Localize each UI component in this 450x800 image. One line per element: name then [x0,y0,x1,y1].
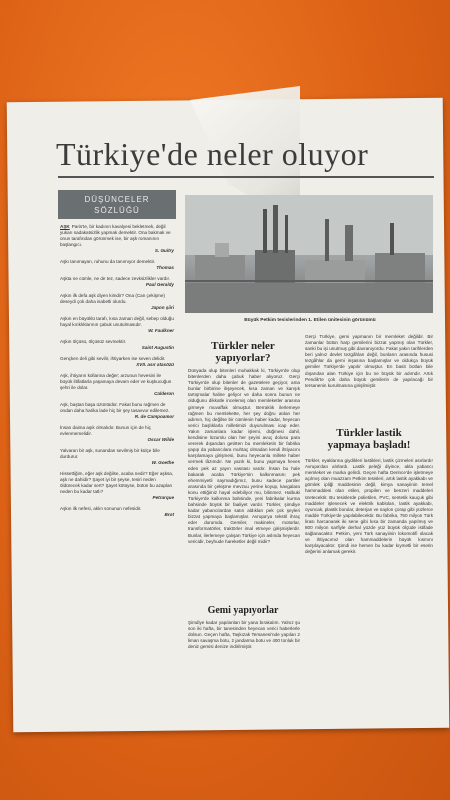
article3-heading-line2: yapmaya başladı! [327,439,411,451]
quote-item [60,316,174,334]
quote-author: XVII. asır atasözü [136,362,174,367]
factory-illustration [185,195,433,313]
quote-body: Aşkın ilk defa aşk diyen kimdir? Ona (Can çekişme) deseydi çok daha isabetli olurdu. [60,293,165,304]
quote-text [60,316,174,328]
article3-heading-line1: Türkler lastik [336,427,402,439]
quote-body: Aşkı tanımayan, ruhunu da tanımıyor demektir. [60,259,156,264]
quote-text [60,373,174,391]
quote-body: Aşkın en büyüklü tarafı, kısa zaman değil, sebep olduğu hayal kırıklıklarının çabuk unutulmasıdır. [60,316,174,327]
quote-item [60,339,174,351]
tower [345,225,353,261]
quote-body: Yalvaran bir aşk, sunandan sevilmiş bir külçe bile durdurur. [60,448,160,459]
chimney [285,215,288,253]
building [195,255,245,283]
article1-heading [188,340,298,364]
quote-author: S. Guitry [154,248,174,253]
quote-author: W. Goethe [151,460,174,465]
quote-item [60,276,174,288]
quote-item [60,425,174,443]
quote-body: Aşkın ilk nefesi, aklın sonunun nefesidir. [60,506,142,511]
article3-intro: Gerçi Türkiye, gemi yapmanın bir memleket değildir. Bir zamanlar bütün harp gemilerini bizzat yapmış olan Türkler, sanki bu işi unutmuş gibi davranıyordu. Fakat yakın tarihlerden beri yalnız devlet tezgâhları değil, bunların arasında hususi tezgâhlar da gemi inşasına başlamışlar ve oldukça büyük gemiler Türkiye'de yapılır olmuştur. En basit botları bile dışarıdan alan Türkiye için bu ne büyük bir adımdır. Artık Pendik'te çok daha büyük gemilerin de yapılacağı bir tersanenin kurulmasına girişilmiştir. [305,334,433,388]
ground [185,283,433,313]
headline-rule [58,176,434,178]
quote-author: W. Faulkner [148,328,174,333]
quote-body: Paris'te, bir kadının kavalyesi bekletmek, değil yukarı sadakatsizlik yapmak demektir. Ona bakmak ve onun tarafından görünmek ise, bir aşk romanının başlangıcı. [60,224,171,247]
quote-author: Paul Geraldy [145,282,174,287]
quote-item [60,448,174,466]
quote-body: Aşk, baştan başa üzüntüdür. Fakat bunu rağmen de ondan daha harika lade hiç bir şey tasavvur edilemez. [60,402,170,413]
quote-author: Saint Augustin [141,345,174,350]
quote-item [60,356,174,368]
quote-item [60,506,174,518]
quote-item [60,373,174,397]
quote-item [60,402,174,420]
quote-text [60,448,174,460]
quote-author: Calderon [154,391,174,396]
chimney [390,223,394,255]
quote-text [60,425,174,437]
quote-body: İnsan daima aşık olmalıdır. Bunun için de hiç evlenmemelidir. [60,425,151,436]
quote-author: Brot [164,512,174,517]
quote-author: Thomas [156,265,174,270]
article3-body: Türkler, eyaklarına giydikleri lastikleri, lastik çizmeleri asırlardır Avrupa'dan alırlardı. Lastik peleği diyince, akla yabancı memleket ve marka gelirdi. Geçen hafta Derince'de işletmeye açılmış olan muazzam Petkim tesisleri, artık lastik ayakkabı ve gömlek ipliği maddesinin değil, kimya sanayiinin temel hammaddesi olan etilen, propilen ve benzeri maddeleri üretecektir. Bu tesislerde polietilen, PVC, sentetik kauçuk gibi maddeler işlenecek ve elektrik kabloları, lastik ayakkabı, oyuncak, plastik borular, deterjan ve naylon çorap gibi yüzlerce madde Türkiye'de yapılabilecektir. Bu fabrika, 750 milyon Türk lirası harcanarak iki sene gibi kısa bir zamanda yapılmış ve 800 milyon sarfiyle derhal yüzde yüz büyük ölçüde istifade sağlanacaktır. Petkim, yeni Türk sanayiinin lokomotifi olacak ve ihtiyacımız olan hammaddelerin büyük kısmını karşılayacaktır. Şimdi ise hemen bu kadar kıymetli bir eserin değerini anlamak gerekir. [305,458,433,555]
quote-author: Japon şiiri [151,305,174,310]
article3-heading [305,427,433,451]
photo-caption: Büyük Petkim tesislerinden 1. Etilen ünitesinin görünümü [244,318,376,323]
chimney [263,209,267,253]
quote-body: Gençken deli gibi sevilir, ihtiyarken ise seven delidir. [60,356,166,361]
building [375,253,425,283]
factory-photo [185,195,433,313]
quote-author: Oscar Wilde [147,437,174,442]
quote-author: R. de Campoamor [134,414,174,419]
quote-body: Aşk, ihtiyarın kollarına değer; arzunun hevesini ile büyük iltifatlarla yaşamaya devam eder ve kuşkucuğun şehri ile dolar. [60,373,172,390]
quote-list [58,224,176,518]
tank [215,243,229,257]
sidebar-title-line1: DÜŞÜNCELER [84,195,150,204]
quote-author: Petrarque [152,495,174,500]
quote-body: Hissettiğim, eğer aşk değilse, acaba nedir? Eğer aşksa, aşk ne dahidir? Şayet iyi bir şeyse, tesiri neden öldürecek kadar sert? Şayet kötüyse, bütün bu azapları neden bu kadar tatlı? [60,471,174,494]
quote-term: AŞK [60,224,70,229]
page-headline: Türkiye'de neler oluyor [56,136,369,172]
quote-item [60,293,174,311]
quote-text [60,293,174,305]
quotes-sidebar [58,190,176,680]
quote-body: Aşkın ölçüsü, ölçüsüz sevmektir. [60,339,127,344]
quote-item [60,471,174,501]
article2-heading: Gemi yapıyorlar [207,605,279,616]
building [305,260,365,283]
article1-heading-line1: Türkler neler [211,340,275,352]
quote-text [60,471,174,495]
quote-body: Aşkta ne cümle, ne de tez, sadece zevksizlikler vardır. [60,276,171,281]
article2-body: Şimdiye kadar yapılanları bir yana bırakalım. Yalnız şu son iki hafta, bir tanesinden heyecan verici haberlerle dolsun. Geçen hafta, Taşkızak Tersanesi'nde yapılan 2 liman savaşma botu, 2 jandarma botu ve 400 tonluk bir deniz gemisi denize indirilmiştir. [188,620,300,650]
chimney [325,219,329,261]
chimney [273,205,278,253]
article1-body: Dünyada olup bitenleri muhakkak ki, Türkiye'de olup bitenlerden daha çabuk haber alıyoruz. Gerçi Türkiye'de olup bitenler de gazetelere geçiyor, ama bunlar birbirine ilişeyecek, kısa zaman ve karışık tartışmalar haline geliyor ve daha sonra bunun ne olduğunu dikkatle incelemiş olan memleketler arasına girmeye muvaffak olmuştur. Berraklık ilerlemeye rağmen bu memlekette, her şey doğru atılan her adımın, hiç değilse bir cümlenin haber kadar, heyecan verici başlıklarla milletimizi duyurulması icap eder. Yakın zamanlara kadar işlemi, düğmesi dahil, kendisine lüzumlu olan her şeyini avuç dolusu para vererek dışarıdan getirten bu memleketin bir fabrika yapıp da yabancılara muhtaç olmadan kendi ihtiyacını karşılamaya girişmesi, bunu heyecanla millete haber vermek lâzımdır. Ne yazık ki, bunu yapmaya heves eden pek az yayın vasıtası vardır. İnsan bu hale bakarak acaba Türkiye'nin kalkınmasını pek ehemmiyetli saymadığımız, bunu sadece partiler arasında bir çekişme mevzuu yerine koyup, kavgalara konu ettiğimiz hayal edebiliyor mu, bilinmez. Halbuki Türkiye'de kalkınma bahsinde, yeni fabrikalar kurma bahsinde büyük bir faaliyet vardır. Türkler, şimdiye kadar yabancılardan satın aldıkları pek çok şeyleri bizzat yapmaya başlamışlar. Avrupa'ya tekstil ihraç eder durumda. Gemiler, makineler, motorlar, transformatörler, traktörler imal etmeye girişmişlerdir. Bunlar, ilerlemeye çalışan Türkiye için aslında heyecan vericidir, beyhude hareketler değil midir? [188,368,300,544]
building [255,250,295,283]
quote-text [60,402,174,414]
sidebar-title-line2: SÖZLÜĞÜ [94,206,140,215]
quote-item [60,224,174,254]
sidebar-header [58,190,176,219]
article1-heading-line2: yapıyorlar? [215,352,271,364]
quote-text [60,224,174,248]
quote-item [60,259,174,271]
